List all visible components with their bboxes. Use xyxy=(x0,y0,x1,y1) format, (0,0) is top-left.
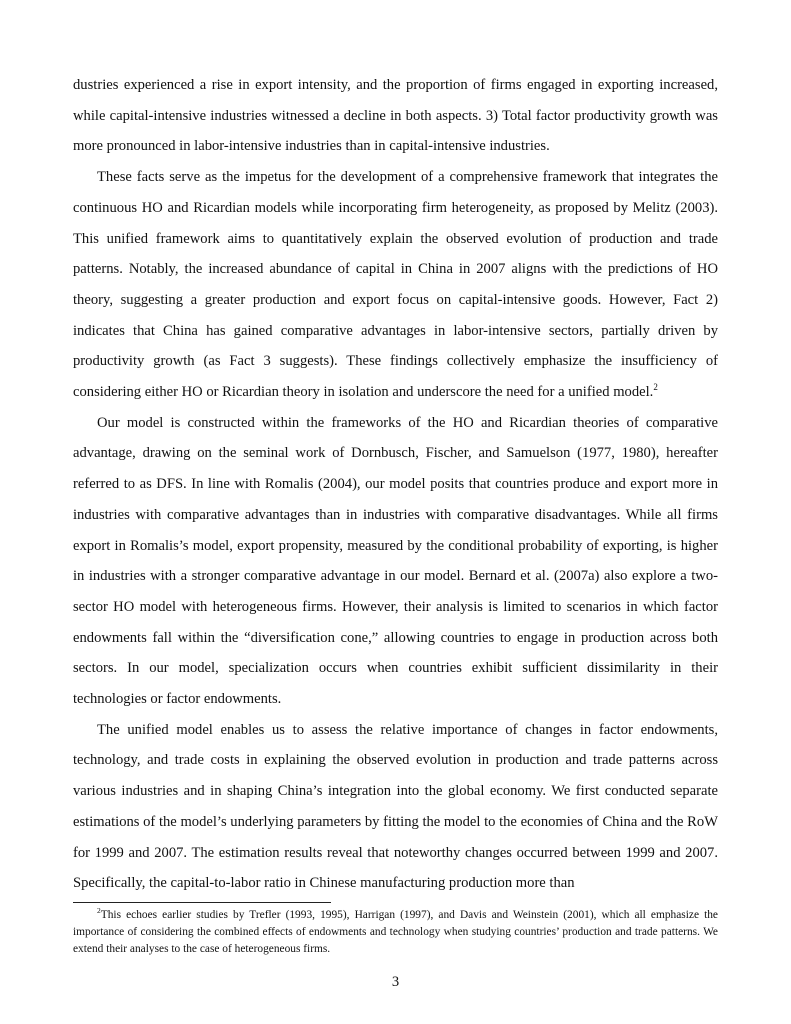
paragraph-unified-model xyxy=(73,715,718,899)
page-number: 3 xyxy=(391,974,400,990)
footnote-2 xyxy=(73,907,718,958)
paragraph-3-text: Our model is constructed within the frameworks of the HO and Ricardian theories of comparative advantage, drawing on the seminal work of Dornbusch, Fischer, and Samuelson (1977, 1980), hereafter referred to as DFS. In line with Romalis (2004), our model posits that countries produce and export more in industries with comparative advantages than in industries with comparative disadvantages. While all firms export in Romalis’s model, export propensity, measured by the conditional probability of exporting, is higher in industries with a stronger comparative advantage in our model. Bernard et al. (2007a) also explore a two-sector HO model with heterogeneous firms. However, their analysis is limited to scenarios in which factor endowments fall within the “diversification cone,” allowing countries to engage in production across both sectors. In our model, specialization occurs when countries exhibit sufficient dissimilarity in their technologies or factor endowments. xyxy=(73,414,718,708)
paragraph-facts-impetus xyxy=(73,162,718,408)
paragraph-continued xyxy=(73,70,718,162)
paragraph-2-text: These facts serve as the impetus for the development of a comprehensive framework that integrates the continuous HO and Ricardian models while incorporating firm heterogeneity, as proposed by Melitz (2003). This unified framework aims to quantitatively explain the observed evolution of production and trade patterns. Notably, the increased abundance of capital in China in 2007 aligns with the predictions of HO theory, suggesting a greater production and export focus on capital-intensive goods. However, Fact 2) indicates that China has gained comparative advantages in labor-intensive sectors, partially driven by productivity growth (as Fact 3 suggests). These findings collectively emphasize the insufficiency of considering either HO or Ricardian theory in isolation and underscore the need for a unified model. xyxy=(73,169,718,401)
paragraph-1-text: dustries experienced a rise in export intensity, and the proportion of firms engaged in exporting increased, while capital-intensive industries witnessed a decline in both aspects. 3) Total factor productivity growth was more pronounced in labor-intensive industries than in capital-intensive industries. xyxy=(73,77,718,155)
footnote-mark-2[interactable]: 2 xyxy=(653,382,658,393)
footnote-divider xyxy=(73,902,331,903)
body-text xyxy=(73,70,718,899)
paragraph-model-construction xyxy=(73,408,718,715)
footnote-text: This echoes earlier studies by Trefler (1993, 1995), Harrigan (1997), and Davis and Weinstein (2001), which all emphasize the importance of considering the combined effects of endowments and technology when studying countries’ production and trade patterns. We extend their analyses to the case of heterogeneous firms. xyxy=(73,909,718,955)
paragraph-4-text: The unified model enables us to assess the relative importance of changes in factor endowments, technology, and trade costs in explaining the observed evolution in production and trade patterns across various industries and in shaping China’s integration into the global economy. We first conducted separate estimations of the model’s underlying parameters by fitting the model to the economies of China and the RoW for 1999 and 2007. The estimation results reveal that noteworthy changes occurred between 1999 and 2007. Specifically, the capital-to-labor ratio in Chinese manufacturing production more than xyxy=(73,721,718,892)
footnote-number: 2 xyxy=(97,906,101,916)
